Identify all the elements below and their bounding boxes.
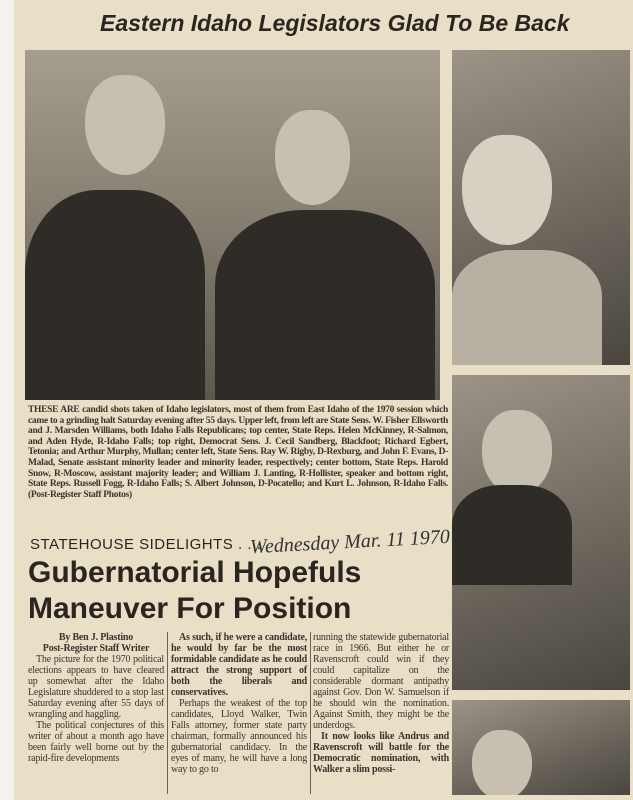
article-column-1	[28, 632, 164, 764]
photo-legislators-bottom	[452, 700, 630, 795]
paragraph: The picture for the 1970 political elections appears to have cleared up somewhat after the Idaho Legislature shuddered to a stop last Saturday evening after 55 days of wrangling and haggling.	[28, 654, 164, 720]
article-column-3	[313, 632, 449, 775]
photo-mckinney	[452, 50, 630, 365]
article-title-line2: Maneuver For Position	[28, 592, 352, 625]
paragraph: Perhaps the weakest of the top candidates, Lloyd Walker, Twin Falls attorney, former state party chairman, formally announced his gubernatorial candidacy. In the eyes of many, he will have a long way to go to	[171, 698, 307, 775]
photo-legislators-center	[452, 375, 630, 690]
headline: Eastern Idaho Legislators Glad To Be Back	[100, 10, 570, 36]
photo-ellsworth-williams	[25, 50, 440, 400]
section-label: STATEHOUSE SIDELIGHTS . . .	[30, 536, 262, 553]
paragraph: It now looks like Andrus and Ravenscroft will battle for the Democratic nomination, with Walker a slim possi-	[313, 731, 449, 775]
byline-role: Post-Register Staff Writer	[42, 643, 150, 654]
photo-caption: THESE ARE candid shots taken of Idaho legislators, most of them from East Idaho of the 1970 session which came to a grinding halt Saturday evening after 55 days. Upper left, from left are State Sens. W. Fisher Ellsworth and J. Marsden Williams, both Idaho Falls Republicans; top center, State Reps. Helen McKinney, R-Salmon, and Aden Hyde, R-Idaho Falls; top right, Democrat Sens. J. Cecil Sandberg, Blackfoot; Richard Egbert, Tetonia; and Arthur Murphy, Mullan; center left, State Sens. Ray W. Rigby, D-Rexburg, and John F. Evans, D-Malad, Senate assistant minority leader and minority leader, respectively; center bottom, State Reps. Harold Snow, R-Moscow, assistant majority leader; and William J. Lanting, R-Hollister, speaker and bottom right, State Reps. Russell Fogg, R-Idaho Falls; S. Albert Johnson, D-Pocatello; and Kurt L. Johnson, R-Idaho Falls. (Post-Register Staff Photos)	[28, 405, 448, 500]
paragraph: running the statewide gubernatorial race in 1966. But either he or Ravenscroft could win if they could capitalize on the considerable dormant antipathy against Gov. Don W. Samuelson if he should win the nomination. Against Smith, they might be the underdogs.	[313, 632, 449, 731]
byline: By Ben J. Plastino	[58, 632, 134, 643]
paragraph: The political conjectures of this writer of about a month ago have been fairly well borne out by the rapid-fire developments	[28, 720, 164, 764]
column-divider	[167, 632, 168, 794]
article-column-2	[171, 632, 307, 775]
handwritten-date: Wednesday Mar. 11 1970	[249, 525, 451, 559]
column-divider	[310, 632, 311, 794]
article-title-line1: Gubernatorial Hopefuls	[28, 556, 362, 589]
paragraph: As such, if he were a candidate, he would by far be the most formidable candidate as he could attract the strong support of both the liberals and conservatives.	[171, 632, 307, 698]
